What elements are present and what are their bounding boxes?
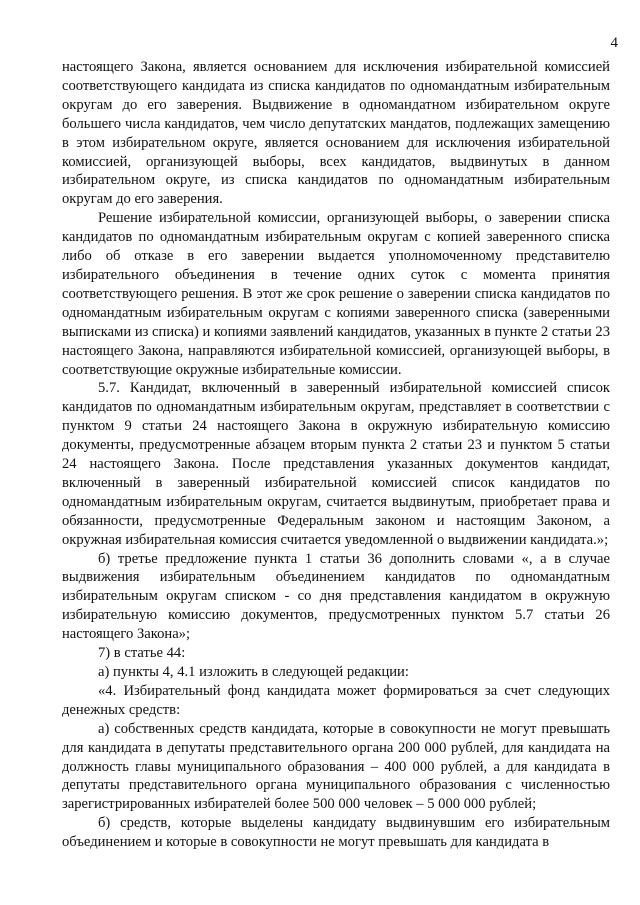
paragraph: б) средств, которые выделены кандидату выдвинувшим его избирательным объединением и которые в совокупности не могут превышать для кандидата в: [62, 815, 610, 851]
paragraph: Решение избирательной комиссии, организующей выборы, о заверении списка кандидатов по одномандатным избирательным округам с копией заверенного списка либо об отказе в его заверении выдается уполномоченному представителю избирательного объединения в течение одних суток с момента принятия соответствующего решения. В этот же срок решение о заверении списка кандидатов по одномандатным избирательным округам с копиями заверенного списка (заверенными выписками из списка) и копиями заявлений кандидатов, указанных в пункте 2 статьи 23 настоящего Закона, направляются избирательной комиссией, организующей выборы, в соответствующие окружные избирательные комиссии.: [62, 210, 610, 378]
page-number: 4: [610, 35, 618, 51]
paragraph: настоящего Закона, является основанием для исключения избирательной комиссией соответствующего кандидата из списка кандидатов по одномандатным избирательным округам до его заверения. Выдвижение в одномандатном избирательном округе большего числа кандидатов, чем число депутатских мандатов, подлежащих замещению в этом избирательном округе, является основанием для исключения избирательной комиссией, организующей выборы, всех кандидатов, выдвинутых в данном избирательном округе, из списка кандидатов по одномандатным избирательным округам до его заверения.: [62, 59, 610, 208]
paragraph: 7) в статье 44:: [98, 645, 186, 662]
paragraph: 5.7. Кандидат, включенный в заверенный избирательной комиссией список кандидатов по одномандатным избирательным округам, представляет в соответствии с пунктом 9 статьи 24 настоящего Закона в окружную избирательную комиссию документы, предусмотренные абзацем вторым пункта 2 статьи 23 и пунктом 5 статьи 24 настоящего Закона. После представления указанных документов кандидат, включенный в заверенный избирательной комиссией список кандидатов по одномандатным избирательным округам, считается выдвинутым, приобретает права и обязанности, предусмотренные Федеральным законом и настоящим Законом, а окружная избирательная комиссия считается уведомленной о выдвижении кандидата.»;: [62, 380, 610, 548]
document-body: [62, 58, 610, 852]
paragraph: а) собственных средств кандидата, которые в совокупности не могут превышать для кандидата в депутаты представительного органа 200 000 рублей, для кандидата на должность главы муниципального образования – 400 000 рублей, а для кандидата в депутаты представительного органа муниципального образования с численностью зарегистрированных избирателей более 500 000 человек – 5 000 000 рублей;: [62, 720, 610, 813]
paragraph: а) пункты 4, 4.1 изложить в следующей редакции:: [98, 664, 409, 680]
paragraph: «4. Избирательный фонд кандидата может формироваться за счет следующих денежных средств:: [62, 682, 610, 718]
paragraph: б) третье предложение пункта 1 статьи 36 дополнить словами «, а в случае выдвижения избирательным объединением кандидатов по одномандатным избирательным округам списком - со дня представления кандидатом в окружную избирательную комиссию документов, предусмотренных пунктом 5.7 статьи 26 настоящего Закона»;: [62, 550, 610, 643]
